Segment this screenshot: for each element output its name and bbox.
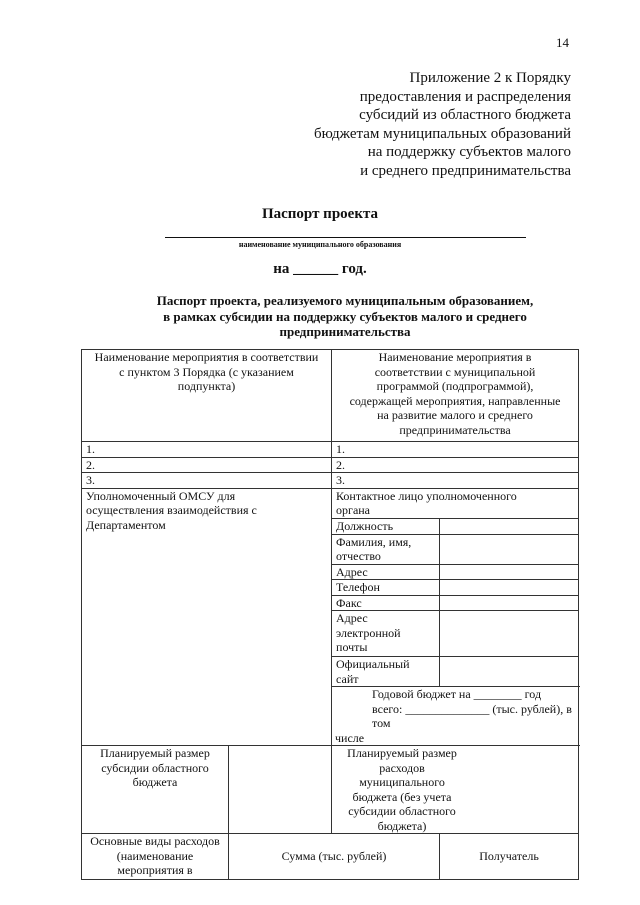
cell-line: Планируемый размер <box>100 746 210 760</box>
cell-line: на развитие малого и среднего <box>377 408 533 422</box>
cell-line: соответствии с муниципальной <box>374 364 536 379</box>
planned-regional-label <box>82 746 229 834</box>
planned-regional-value <box>229 746 332 834</box>
appendix-line: Приложение 2 к Порядку <box>409 70 571 86</box>
header-cell-municipal-program <box>332 350 579 442</box>
contact-name-value <box>440 534 579 564</box>
cell-line: Годовой бюджет на ________ год всего: ______________ (тыс. рублей), в том <box>372 687 572 730</box>
cell-line: сайт <box>336 671 359 686</box>
appendix-line: бюджетам муниципальных образований <box>313 125 571 142</box>
contact-email-label <box>332 611 440 657</box>
appendix-note <box>314 69 571 180</box>
table-row <box>82 488 579 518</box>
annual-budget-cell <box>332 687 579 746</box>
table-header-row <box>82 350 579 442</box>
row-number-right: 1. <box>332 442 579 458</box>
table-row <box>82 746 579 834</box>
omsu-label-cell <box>82 488 332 746</box>
cell-line: Адрес <box>336 611 368 625</box>
cell-line: Контактное лицо уполномоченного <box>336 488 517 503</box>
contact-fax-value <box>440 595 579 611</box>
sum-header-cell: Сумма (тыс. рублей) <box>229 834 440 880</box>
contact-position-label: Должность <box>332 518 440 534</box>
cell-line: Департаментом <box>86 517 166 532</box>
cell-line: электронной <box>336 625 401 640</box>
appendix-line: на поддержку субъектов малого <box>367 144 571 160</box>
contact-name-label <box>332 534 440 564</box>
row-number-left: 2. <box>82 457 332 473</box>
cell-line: почты <box>336 640 368 654</box>
cell-line: подпункта) <box>177 379 236 393</box>
passport-table <box>81 349 579 880</box>
cell-line: субсидии областного <box>101 760 209 775</box>
cell-line: Основные виды расходов <box>90 834 220 848</box>
header-cell-program-order <box>82 350 332 442</box>
municipality-caption: наименование муниципального образования <box>238 240 402 249</box>
contact-website-label <box>332 657 440 687</box>
cell-line: осуществления взаимодействия с <box>86 503 257 517</box>
row-number-right: 2. <box>332 457 579 473</box>
subtitle-line: Паспорт проекта, реализуемого муниципальным образованием, <box>156 293 534 308</box>
planned-municipal-label <box>332 746 579 834</box>
appendix-line: и среднего предпринимательства <box>360 162 571 179</box>
row-number-left: 3. <box>82 473 332 489</box>
table-row <box>82 442 579 458</box>
cell-line: Наименование мероприятия в <box>378 350 532 364</box>
table-row <box>82 457 579 473</box>
cell-line: программой (подпрограммой), <box>376 379 534 393</box>
cell-line: Наименование мероприятия в соответствии <box>94 350 319 364</box>
appendix-line: предоставления и распределения <box>359 88 571 105</box>
table-row <box>82 834 579 880</box>
contact-phone-value <box>440 580 579 596</box>
cell-line: Уполномоченный ОМСУ для <box>86 488 236 503</box>
cell-line: Планируемый размер <box>347 746 457 760</box>
cell-line: бюджета <box>132 775 178 789</box>
contact-address-label: Адрес <box>332 564 440 580</box>
subtitle <box>150 293 540 340</box>
cell-line: (наименование <box>116 848 194 863</box>
appendix-line: субсидий из областного бюджета <box>359 107 571 123</box>
row-number-left: 1. <box>82 442 332 458</box>
cell-line: предпринимательства <box>399 422 511 437</box>
cell-line: числе <box>335 730 365 745</box>
cell-line: Фамилия, имя, <box>336 534 412 549</box>
table-row <box>82 473 579 489</box>
cell-line: содержащей мероприятия, направленные <box>349 393 561 408</box>
cell-line: расходов муниципального <box>359 760 445 789</box>
subtitle-line: в рамках субсидии на поддержку субъектов малого и среднего <box>163 308 527 324</box>
expenses-header-cell <box>82 834 229 880</box>
cell-line: отчество <box>336 549 381 563</box>
contact-website-value <box>440 657 579 687</box>
cell-line: мероприятия в <box>117 863 193 877</box>
row-number-right: 3. <box>332 473 579 489</box>
cell-line: бюджета) <box>377 818 427 833</box>
year-line: на ______ год. <box>273 261 367 277</box>
document-title: Паспорт проекта <box>261 206 379 222</box>
cell-line: Официальный <box>336 657 410 671</box>
cell-line: с пунктом 3 Порядка (с указанием <box>119 364 294 379</box>
contact-address-value <box>440 564 579 580</box>
contact-email-value <box>440 611 579 657</box>
municipality-fill-line <box>165 237 526 238</box>
contact-phone-label: Телефон <box>332 580 440 596</box>
cell-line: субсидии областного <box>348 804 456 818</box>
cell-line: органа <box>336 503 371 517</box>
subtitle-line: предпринимательства <box>279 324 411 339</box>
cell-line: бюджета (без учета <box>352 789 452 804</box>
page-number: 14 <box>556 35 569 50</box>
contact-fax-label: Факс <box>332 595 440 611</box>
contact-position-value <box>440 518 579 534</box>
recipient-header-cell: Получатель <box>440 834 579 880</box>
contact-heading-cell <box>332 488 579 518</box>
